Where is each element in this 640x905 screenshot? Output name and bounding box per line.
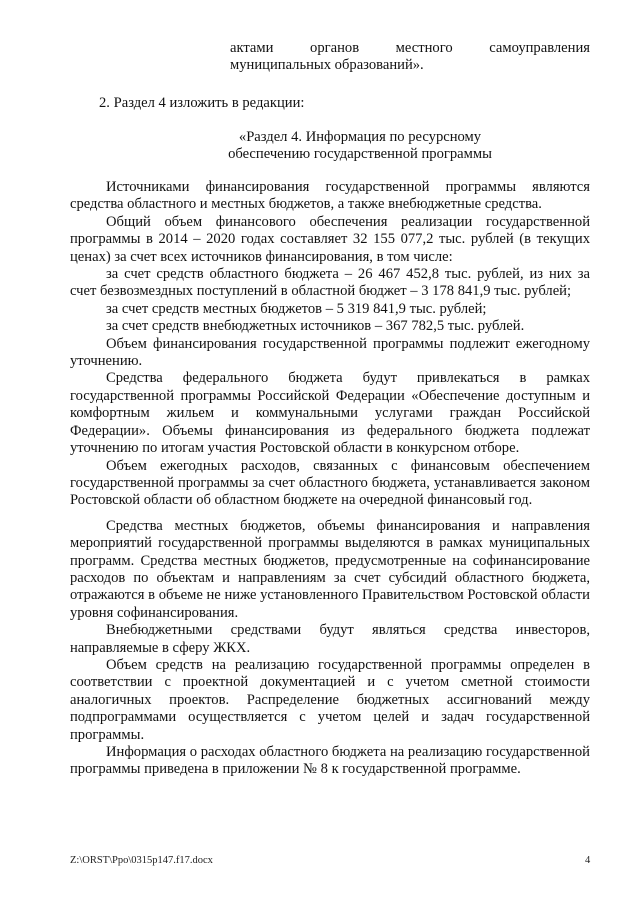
- carry-over-line-1: актами органов местного самоуправления: [230, 40, 590, 56]
- paragraph-regional-budget: за счет средств областного бюджета – 26 467 452,8 тыс. рублей, из них за счет безвозмездных поступлений в областной бюджет – 3 178 841,9 тыс. рублей;: [70, 266, 590, 300]
- paragraph-annual-expenses: Объем ежегодных расходов, связанных с финансовым обеспечением государственной программы за счет областного бюджета, устанавливается законом Ростовской области об областном бюджете на очередной финансовый год.: [70, 457, 590, 509]
- paragraph-volume-determination: Объем средств на реализацию государственной программы определен в соответствии с проектной документацией и с учетом сметной стоимости аналогичных проектов. Распределение бюджетных ассигнований между подпрограммами осуществляется с учетом целей и задач государственной программы.: [70, 656, 590, 743]
- section-heading: [60, 129, 640, 164]
- paragraph-federal-budget: Средства федерального бюджета будут привлекаться в рамках государственной программы Российской Федерации «Обеспечение доступным и комфортным жильем и коммунальными услугами граждан Российской Федерации». Объемы финансирования из федерального бюджета подлежат уточнению по итогам участия Ростовской области в конкурсном отборе.: [70, 370, 590, 457]
- section-heading-line-1: «Раздел 4. Информация по ресурсному: [238, 129, 482, 145]
- paragraph-annual-refinement: Объем финансирования государственной программы подлежит ежегодному уточнению.: [70, 335, 590, 370]
- paragraph-extrabudgetary: за счет средств внебюджетных источников – 367 782,5 тыс. рублей.: [106, 318, 525, 335]
- carry-over-text: [230, 40, 590, 75]
- item-2-instruction: 2. Раздел 4 изложить в редакции:: [99, 95, 305, 111]
- section-heading-line-2: обеспечению государственной программы: [228, 146, 492, 163]
- paragraph-sources: Источниками финансирования государственной программы являются средства областного и местных бюджетов, а также внебюджетные средства.: [70, 179, 590, 213]
- footer-file-path: Z:\ORST\Ppo\0315p147.f17.docx: [70, 855, 213, 866]
- paragraph-appendix-reference: Информация о расходах областного бюджета на реализацию государственной программы приведена в приложении № 8 к государственной программе.: [70, 744, 590, 778]
- carry-over-line-2: муниципальных образований».: [230, 57, 424, 74]
- paragraph-total-volume: Общий объем финансового обеспечения реализации государственной программы в 2014 – 2020 годах составляет 32 155 077,2 тыс. рублей (в текущих ценах) за счет всех источников финансирования, в том числе:: [70, 213, 590, 265]
- page-number: 4: [585, 855, 591, 866]
- paragraph-municipal-funds: Средства местных бюджетов, объемы финансирования и направления мероприятий государственной программы выделяются в рамках муниципальных программ. Средства местных бюджетов, предусмотренные на софинансирование расходов по объектам и направлениям за счет субсидий областного бюджета, отражаются в объеме не ниже установленного Правительством Ростовской области уровня софинансирования.: [70, 517, 590, 621]
- section-body: [70, 179, 590, 779]
- paragraph-local-budgets: за счет средств местных бюджетов – 5 319 841,9 тыс. рублей;: [106, 300, 487, 317]
- paragraph-investors: Внебюджетными средствами будут являться средства инвесторов, направляемые в сферу ЖКХ.: [70, 622, 590, 656]
